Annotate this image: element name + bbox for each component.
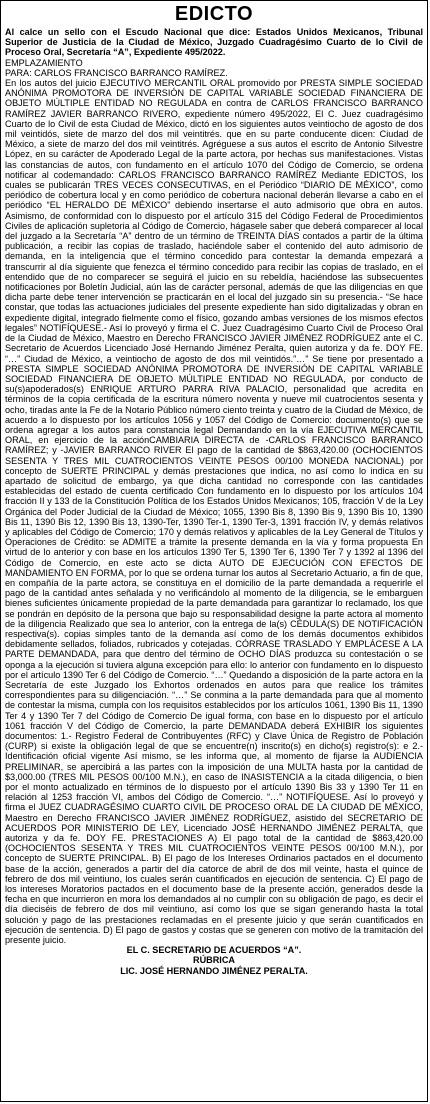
signature-rubrica: RÚBRICA: [193, 955, 235, 966]
addressee: PARA: CARLOS FRANCISCO BARRANCO RAMÍREZ.: [5, 67, 228, 78]
signature-name: LIC. JOSÉ HERNANDO JIMÉNEZ PERALTA.: [120, 965, 308, 976]
signature-role: EL C. SECRETARIO DE ACUERDOS “A”.: [126, 945, 302, 956]
notice-title: EDICTO: [174, 3, 254, 25]
notice-content: [1, 1, 427, 976]
notice-body: En los autos del juicio EJECUTIVO MERCANTIL ORAL promovido por PRESTA SIMPLE SOCIEDAD ANÓNIMA PROMOTORA DE INVERSIÓN DE CAPITAL VARIABLE SOCIEDAD FINANCIERA DE OBJETO MÚLTIPLE ENTIDAD NO REGULADA en contra de CARLOS FRANCISCO BARRANCO RAMÍREZ JAVIER BARRANCO RIVERO, expediente número 495/2022, El C. Juez cuadragésimo Cuarto de lo Civil de esta Ciudad de México, dictó en los siguientes autos veintiocho de agosto de dos mil veintidós, siete de marzo del dos mil veintitrés. que en su parte conducente dicen: Ciudad de México, a siete de marzo del dos mil veintitrés. Agréguese a sus autos el escrito de Antonio Silvestre López, en su carácter de Apoderado Legal de la parte actora, por hechas sus manifestaciones. Vistas las constancias de autos, con fundamento en el artículo 1070 del Código de Comercio, se ordena notificar al codemandado: CARLOS FRANCISCO BARRANCO RAMÍREZ Mediante EDICTOS, los cuales se publicarán TRES VECES CONSECUTIVAS, en el Periódico “DIARIO DE MÉXICO”, como periódico de cobertura local y en como periódico de cobertura nacional deberán llevarse a cabo en el periódico “EL HERALDO DE MÉXICO” debiendo insertarse el auto admisorio que obra en autos. Asimismo, de conformidad con lo dispuesto por el artículo 315 del Código Federal de Procedimientos Civiles de aplicación supletoria al Código de Comercio, hágasele saber que deberá comparecer al local del juzgado a la Secretaría “A” dentro de un término de TREINTA DÍAS contados a partir de la última publicación, a recibir las copias de traslado, haciéndole saber el contenido del auto admisorio de demanda, en la inteligencia que el término concedido para contestar la demanda empezará a transcurrir al día siguiente que fenezca el término concedido para recibir las copias de traslado, en el entendido que de no comparecer se seguirá el juicio en su rebeldía, haciéndose las subsecuentes notificaciones por Boletín Judicial, aún las de carácter personal, además de que las diligencias en que dicha parte debe tener intervención se practicarán en el local del juzgado sin su presencia.- “Se hace constar, que todas las actuaciones judiciales del presente expediente han sido digitalizadas y obran en expediente digital, integrado fielmente como el físico, gozando ambas versiones de los mismos efectos legales” NOTIFÍQUESE.- Así lo proveyó y firma el C. Juez Cuadragésimo Cuarto Civil de Proceso Oral de la Ciudad de México, Maestro en Derecho FRANCISCO JAVIER JIMÉNEZ RODRÍGUEZ ante el C. Secretario de Acuerdos Licenciado José Hernando Jiménez Peralta, quien autoriza y da fe. DOY FE. “…” Ciudad de México, a veintiocho de agosto de dos mil veintidós.”…” Se tiene por presentado a PRESTA SIMPLE SOCIEDAD ANÓNIMA PROMOTORA DE INVERSIÓN DE CAPITAL VARIABLE SOCIEDAD FINANCIERA DE OBJETO MÚLTIPLE ENTIDAD NO REGULADA, por conducto de su(s)apoderados(s) ENRIQUE ARTURO PARRA RIVA PALACIO, personalidad que acredita en términos de la copia certificada de la escritura número noventa y nueve mil cuatrocientos sesenta y ocho, tiradas ante la Fe de la Notario Público número ciento treinta y cuatro de la Ciudad de México, de acuerdo a lo dispuesto por los artículos 1056 y 1057 del Código de Comercio: documento(s) que se ordena agregar a los autos para constancia legal Demandando en la vía EJECUTIVA MERCANTIL ORAL, en ejercicio de la acciónCAMBIARIA DIRECTA de -CARLOS FRANCISCO BARRANCO RAMÍREZ; y -JAVIER BARRANCO RIVER El pago de la cantidad de $863,420.00 (OCHOCIENTOS SESENTA Y TRES MIL CUATROCIENTOS VEINTE PESOS 00/100 MONEDA NACIONAL) por concepto de SUERTE PRINCIPAL y demás prestaciones que indica, no así como lo indica en su apartado de solicitud de embargo, ya que dicha cantidad no corresponde con las cantidades establecidas del estado de cuenta certificado Con fundamento en lo dispuesto por los artículos 104 fracción II y 133 de la Constitución Política de los Estados Unidos Mexicanos; 105, fracción V de la Ley Orgánica del Poder Judicial de la Ciudad de México; 1055, 1390 Bis 8, 1390 Bis 9, 1390 Bis 10, 1390 Bis 11, 1390 Bis 12, 1390 Bis 13, 1390-Ter, 1390 Ter-1, 1390 Ter-3, 1391 fracción IV, y demás relativos y aplicables del Código de Comercio; 170 y demás relativos y aplicables de la Ley General de Títulos y Operaciones de Crédito: se ADMITE a trámite la presente demanda en la vía y forma propuesta En virtud de lo anterior y con base en los artículos 1390 Ter 5, 1390 Ter 6, 1390 Ter 7 y 1392 al 1396 del Código de Comercio, en este acto se dicta AUTO DE EJECUCIÓN CON EFECTOS DE MANDAMIENTO EN FORMA, por lo que se ordena turnar los autos al Secretario Actuario, a fin de que, en compañía de la parte actora, se constituya en el domicilio de la parte demandada a requerirle el pago de la cantidad antes señalada y no verificándolo al momento de la diligencia, se le embarguen bienes suficientes únicamente propiedad de la parte demandada para garantizar lo reclamado, los que se pondrán en depósito de la persona que bajo su responsabilidad designe la parte actora al momento de la diligencia Realizado que sea lo anterior, con la entrega de la(s) CÉDULA(S) DE NOTIFICACIÓN respectiva(s). copias simples tanto de la demanda así como de los demás documentos exhibidos debidamente sellados, foliados, rubricados y cotejadas. CÓRRASE TRASLADO Y EMPLÁCESE A LA PARTE DEMANDADA, para que dentro del término de OCHO DÍAS produzca su contestación o se oponga a la ejecución si tuviera alguna excepción para ello: lo anterior con fundamento en lo dispuesto por el artículo 1390 Ter 6 del Código de Comercio. “…” Quedando a disposición de la parte actora en la Secretaría de este Juzgado los Exhortos ordenados en autos para que realice los trámites correspondientes para su diligenciación. “…” Se conmina a la parte demandada para que al momento de contestar la misma, cumpla con los requisitos establecidos por los artículos 1061, 1390 Bis 11, 1390 Ter 4 y 1390 Ter 7 del Código de Comercio De igual forma, con base en lo dispuesto por el artículo 1061 fracción V del Código de Comercio, la parte DEMANDADA deberá EXHIBIR los siguientes documentos: 1.- Registro Federal de Contribuyentes (RFC) y Clave Única de Registro de Población (CURP) si existe la obligación legal de que se encuentre(n) inscrito(s) en dicho(s) registro(s): e 2.- Identificación oficial vigente Así mismo, se les informa que, al momento de fijarse la AUDIENCIA PRELIMINAR, se apercibirá a las partes con la imposición de una MULTA hasta por la cantidad de $3,000.00 (TRES MIL PESOS 00/100 M.N.), en caso de INASISTENCIA a la citada diligencia, o bien por el monto actualizado en términos de lo dispuesto por el artículo 1390 Bis 33 y 1390 Ter 11 en relación al 1253 fracción VI, ambos del Código de Comercio. “…” NOTIFÍQUESE. Así lo proveyó y firma el JUEZ CUADRAGÉSIMO CUARTO CIVIL DE PROCESO ORAL DE LA CIUDAD DE MÉXICO, Maestro en Derecho FRANCISCO JAVIER JIMÉNEZ RODRÍGUEZ, asistido del SECRETARIO DE ACUERDOS POR MINISTERIO DE LEY, Licenciado JOSÉ HERNANDO JIMÉNEZ PERALTA, que autoriza y da fe. DOY FE. PRESTACIONES A) El pago total de la cantidad de $863,420.00 (OCHOCIENTOS SESENTA Y TRES MIL CUATROCIENTOS VEINTE PESOS 00/100 M.N.), por concepto de SUERTE PRINCIPAL. B) El pago de los Intereses Ordinarios pactados en el documento base de la acción, generados a partir del día catorce de abril de dos mil veinte, hasta el quince de febrero de dos mil veintiuno, los cuales serán cuantificados en ejecución de sentencia. C) El pago de los intereses Moratorios pactados en el documento base de la presente acción, generados desde la fecha en que incurrieron en mora los demandados al no cumplir con su obligación de pago, es decir el día dieciséis de febrero de dos mil veintiuno, así como los que se sigan generando hasta la total solución y pago de las prestaciones reclamadas en el presente juicio y que serán cuantificados en ejecución de sentencia. D) El pago de gastos y costas que se generen con motivo de la tramitación del presente juicio.: [5, 78, 423, 946]
seal-header: Al calce un sello con el Escudo Nacional que dice: Estados Unidos Mexicanos, Tribunal Superior de Justicia de la Ciudad de México, Juzgado Cuadragésimo Cuarto de lo Civil de Proceso Oral, Secretaría “A”, Expediente 495/2022.: [5, 27, 423, 58]
section-label: EMPLAZAMIENTO: [5, 57, 83, 68]
